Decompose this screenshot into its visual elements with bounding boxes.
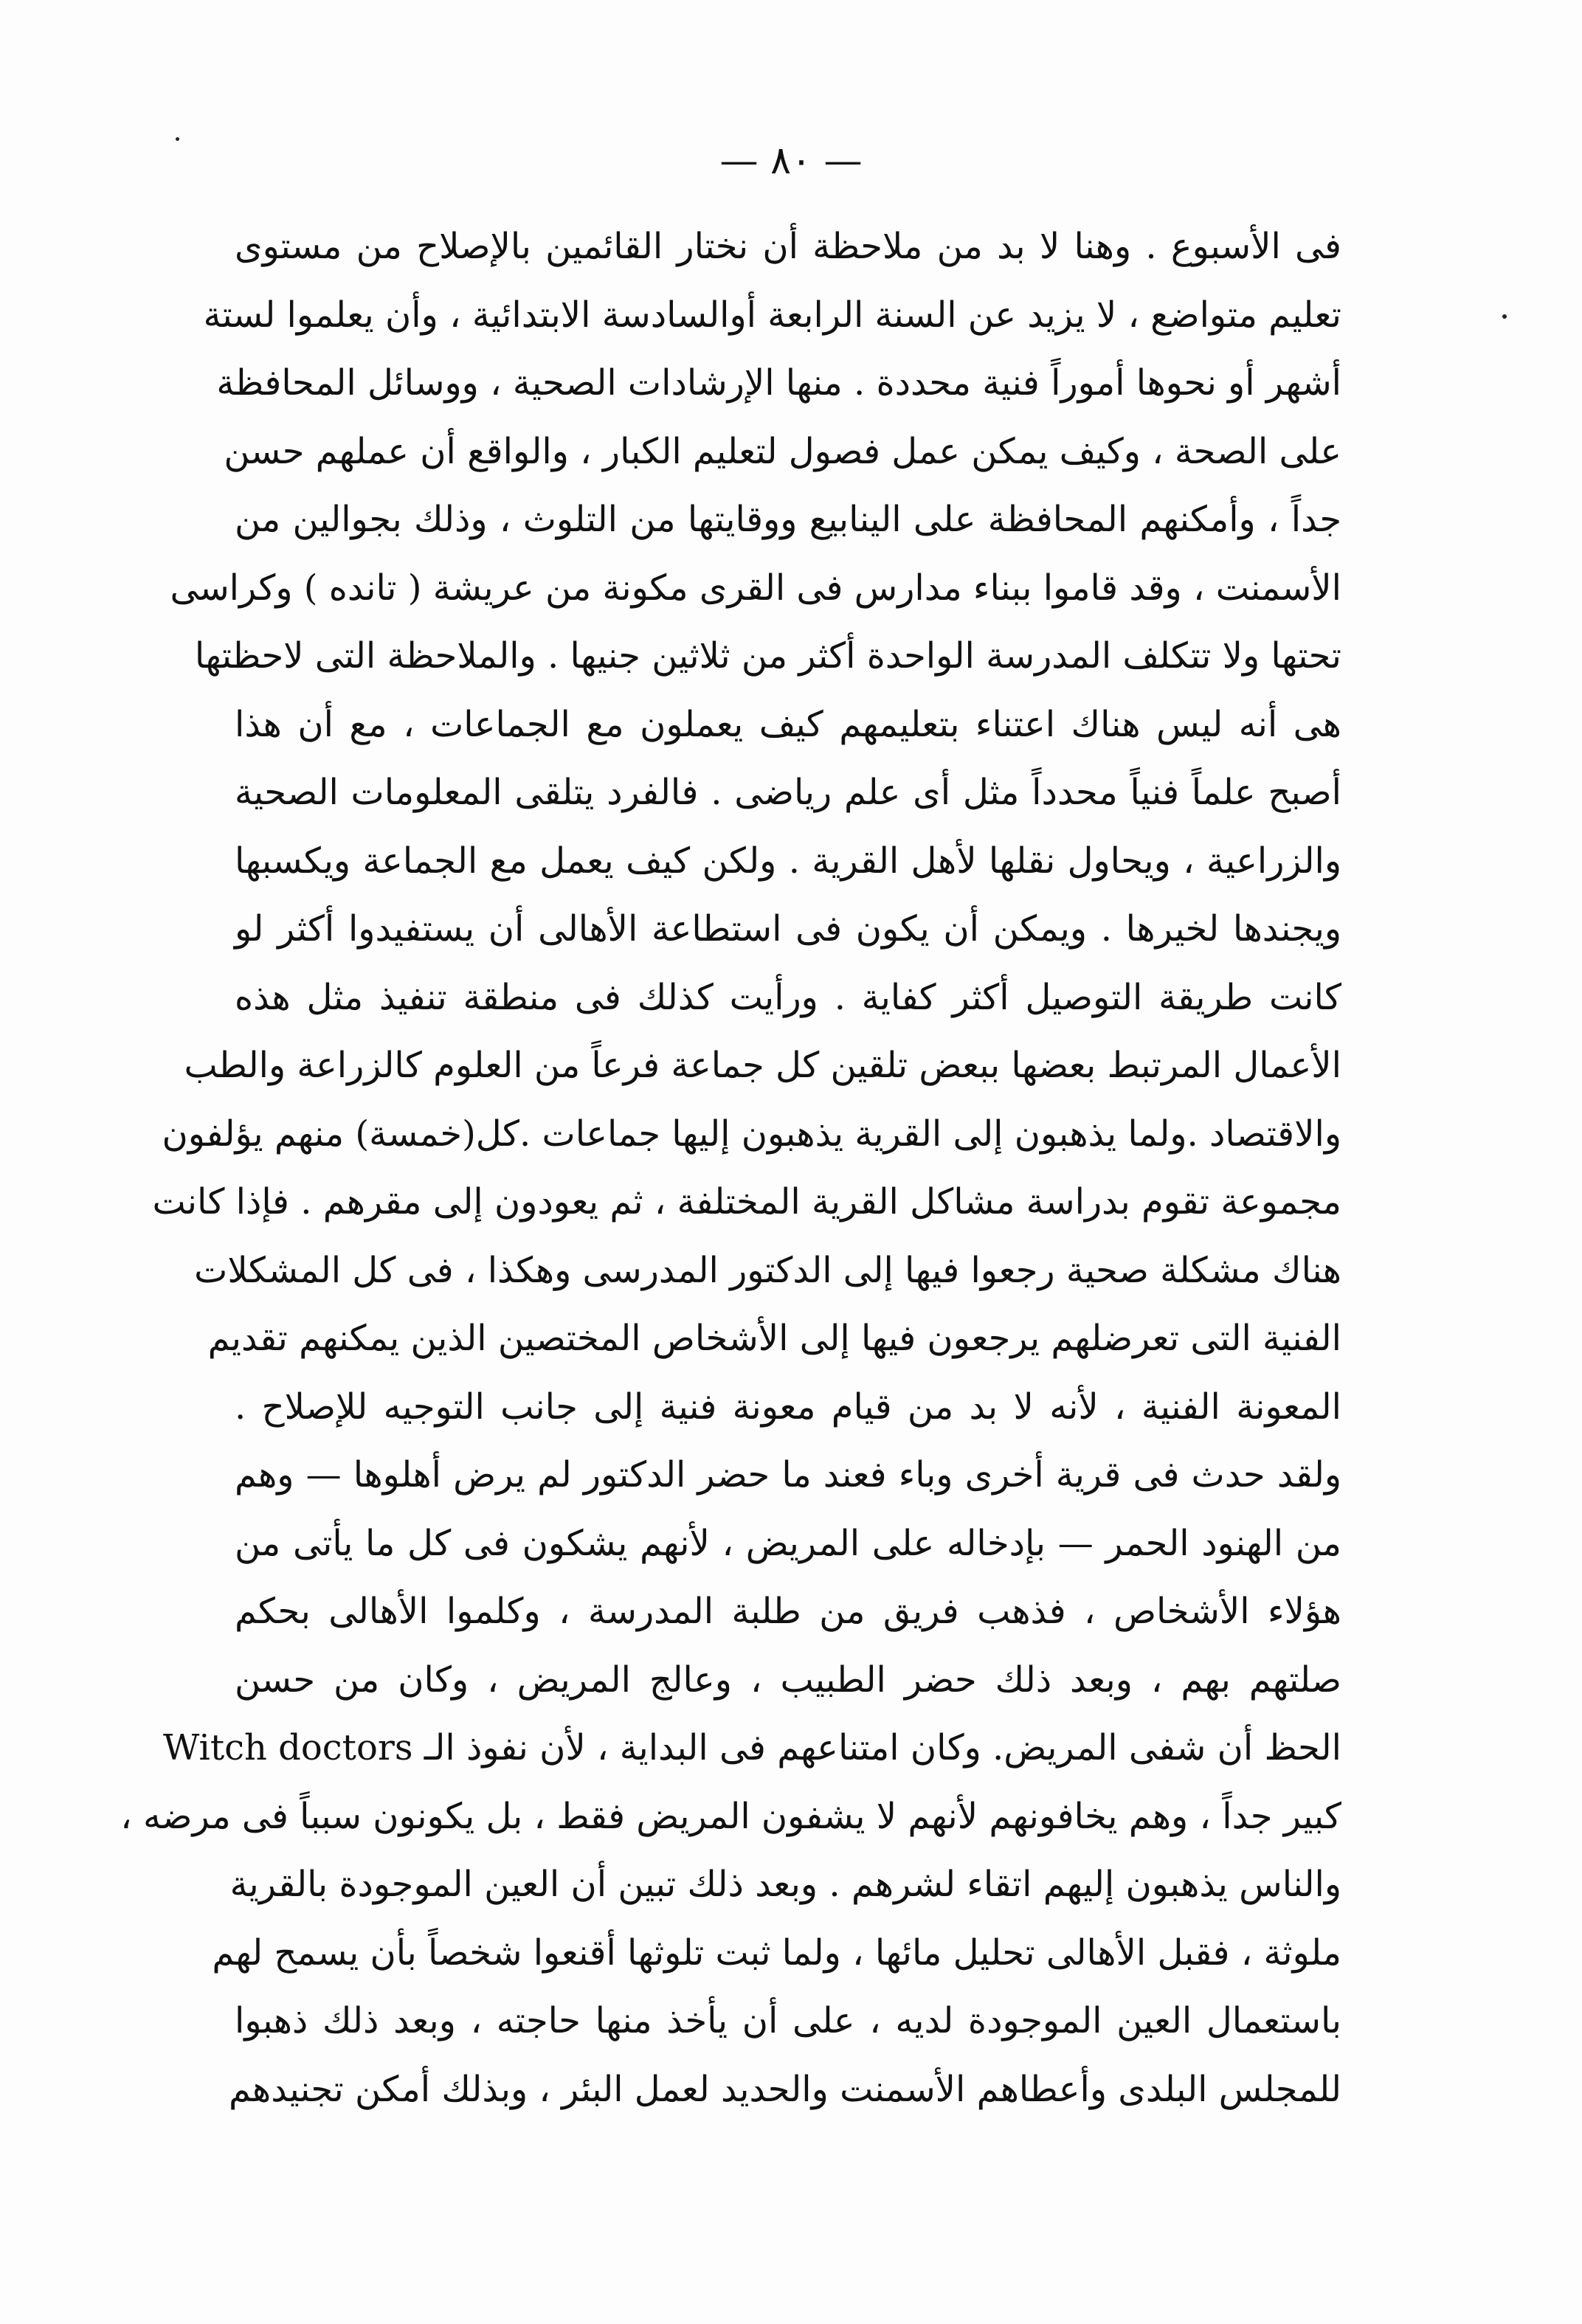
body-text (120, 212, 1341, 2123)
text-line: مجموعة تقوم بدراسة مشاكل القرية المختلفة ، ثم يعودون إلى مقرهم . فإذا كانت (152, 1181, 1341, 1222)
page-number: — ٨٠ — (719, 139, 863, 183)
text-line: الأسمنت ، وقد قاموا ببناء مدارس فى القرى مكونة من عريشة ( تانده ) وكراسى (170, 567, 1341, 609)
text-line: هناك مشكلة صحية رجعوا فيها إلى الدكتور المدرسى وهكذا ، فى كل المشكلات (194, 1249, 1341, 1291)
text-line: والاقتصاد .ولما يذهبون إلى القرية يذهبون إليها جماعات .كل(خمسة) منهم يؤلفون (162, 1113, 1341, 1155)
text-line: والناس يذهبون إليهم اتقاء لشرهم . وبعد ذلك تبين أن العين الموجودة بالقرية (229, 1864, 1341, 1905)
text-line: كبير جداً ، وهم يخافونهم لأنهم لا يشفون المريض فقط ، بل يكونون سبباً فى مرضه ، (120, 1795, 1341, 1837)
scan-speck (176, 137, 179, 141)
scan-speck (1502, 314, 1507, 319)
text-line: ويجندها لخيرها . ويمكن أن يكون فى استطاعة الأهالى أن يستفيدوا أكثر لو (235, 908, 1341, 950)
text-line: الأعمال المرتبط بعضها ببعض تلقين كل جماعة فرعاً من العلوم كالزراعة والطب (184, 1045, 1341, 1086)
text-line: جداً ، وأمكنهم المحافظة على الينابيع ووقايتها من التلوث ، وذلك بجوالين من (235, 499, 1341, 540)
text-line: أشهر أو نحوها أموراً فنية محددة . منها الإرشادات الصحية ، ووسائل المحافظة (216, 362, 1341, 404)
text-line: أصبح علماً فنياً محدداً مثل أى علم رياضى . فالفرد يتلقى المعلومات الصحية (235, 772, 1341, 813)
text-line: الحظ أن شفى المريض. وكان امتناعهم فى البداية ، لأن نفوذ الـ Witch doctors (162, 1727, 1341, 1768)
text-line: ولقد حدث فى قرية أخرى وباء فعند ما حضر الدكتور لم يرض أهلوها — وهم (235, 1454, 1341, 1495)
text-line: من الهنود الحمر — بإدخاله على المريض ، لأنهم يشكون فى كل ما يأتى من (235, 1522, 1341, 1564)
text-line: فى الأسبوع . وهنا لا بد من ملاحظة أن نختار القائمين بالإصلاح من مستوى (235, 226, 1341, 267)
text-line: ملوثة ، فقبل الأهالى تحليل مائها ، ولما ثبت تلوثها أقنعوا شخصاً بأن يسمح لهم (212, 1932, 1341, 1974)
text-line: تعليم متواضع ، لا يزيد عن السنة الرابعة أوالسادسة الابتدائية ، وأن يعلموا لستة (203, 294, 1341, 336)
text-line: للمجلس البلدى وأعطاهم الأسمنت والحديد لعمل البئر ، وبذلك أمكن تجنيدهم (228, 2068, 1341, 2110)
text-line: المعونة الفنية ، لأنه لا بد من قيام معونة فنية إلى جانب التوجيه للإصلاح . (235, 1386, 1341, 1428)
text-line: هى أنه ليس هناك اعتناء بتعليمهم كيف يعملون مع الجماعات ، مع أن هذا (235, 703, 1341, 745)
text-line: باستعمال العين الموجودة لديه ، على أن يأخذ منها حاجته ، وبعد ذلك ذهبوا (235, 2000, 1341, 2041)
text-line: والزراعية ، ويحاول نقلها لأهل القرية . ولكن كيف يعمل مع الجماعة ويكسبها (235, 840, 1341, 882)
text-line: الفنية التى تعرضلهم يرجعون فيها إلى الأشخاص المختصين الذين يمكنهم تقديم (207, 1318, 1341, 1359)
text-line: صلتهم بهم ، وبعد ذلك حضر الطبيب ، وعالج المريض ، وكان من حسن (235, 1659, 1341, 1701)
text-line: تحتها ولا تتكلف المدرسة الواحدة أكثر من ثلاثين جنيها . والملاحظة التى لاحظتها (194, 635, 1341, 677)
text-line: على الصحة ، وكيف يمكن عمل فصول لتعليم الكبار ، والواقع أن عملهم حسن (224, 430, 1341, 472)
text-line: كانت طريقة التوصيل أكثر كفاية . ورأيت كذلك فى منطقة تنفيذ مثل هذه (235, 976, 1341, 1018)
text-line: هؤلاء الأشخاص ، فذهب فريق من طلبة المدرسة ، وكلموا الأهالى بحكم (235, 1591, 1341, 1632)
